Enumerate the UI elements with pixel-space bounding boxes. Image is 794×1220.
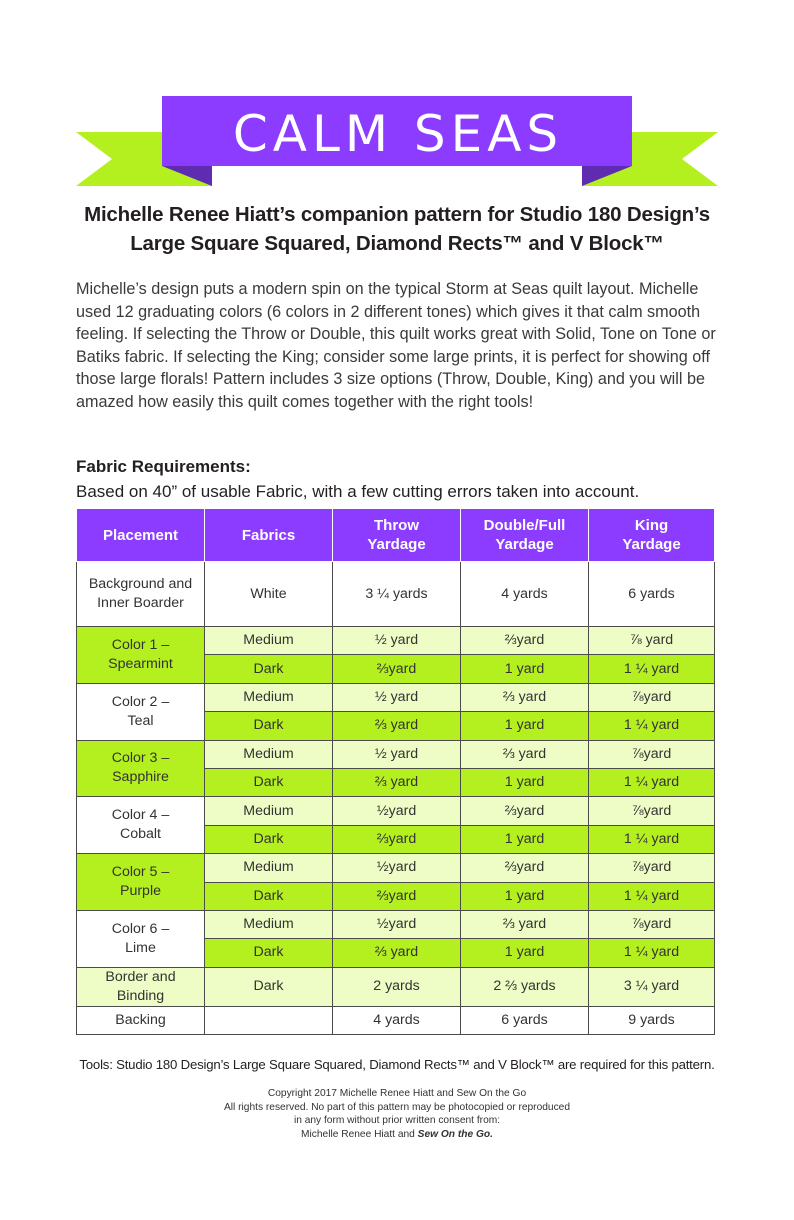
double-cell: 1 yard bbox=[461, 768, 589, 796]
fabric-cell bbox=[205, 1006, 333, 1034]
throw-cell: ½ yard bbox=[333, 683, 461, 711]
king-cell: ⅞yard bbox=[589, 740, 715, 768]
double-cell: ⅔yard bbox=[461, 797, 589, 825]
table-row-border bbox=[77, 967, 715, 1006]
throw-cell: ⅔yard bbox=[333, 825, 461, 853]
placement-line-1: Color 1 – bbox=[111, 636, 170, 653]
placement-cell: Backing bbox=[77, 1006, 205, 1034]
double-cell: 1 yard bbox=[461, 882, 589, 910]
header-placement: Placement bbox=[77, 509, 205, 562]
fabric-cell: Medium bbox=[205, 797, 333, 825]
throw-cell: ⅔yard bbox=[333, 882, 461, 910]
copyright-line-4 bbox=[140, 1128, 654, 1142]
table-row-color-5-medium bbox=[77, 854, 715, 882]
table-row-background bbox=[77, 562, 715, 627]
placement-cell bbox=[77, 562, 205, 627]
copyright-author: Michelle Renee Hiatt and bbox=[301, 1128, 418, 1140]
placement-line-1: Color 6 – bbox=[111, 920, 170, 937]
intro-paragraph: Michelle’s design puts a modern spin on the typical Storm at Seas quilt layout. Michelle used 12 graduating colors (6 colors in 2 different tones) which gives it that calm smooth feeling. If selecting the Throw or Double, this quilt works great with Solid, Tone on Tone or Batiks fabric. If selecting the King; consider some large prints, it is perfect for showing off those large florals! Pattern includes 3 size options (Throw, Double, King) and you will be amazed how easily this quilt comes together with the right tools! bbox=[76, 280, 716, 411]
copyright-line-1: Copyright 2017 Michelle Renee Hiatt and Sew On the Go bbox=[267, 1088, 527, 1099]
header-double-line-1: Double/Full bbox=[483, 517, 566, 534]
double-cell: 1 yard bbox=[461, 712, 589, 740]
placement-line-2: Inner Boarder bbox=[97, 595, 184, 611]
double-cell: ⅔ yard bbox=[461, 740, 589, 768]
fabric-cell: Dark bbox=[205, 939, 333, 967]
fabric-cell: Dark bbox=[205, 712, 333, 740]
table-row-color-1-medium bbox=[77, 627, 715, 655]
placement-line-2: Spearmint bbox=[108, 655, 173, 672]
header-double-yardage bbox=[461, 509, 589, 562]
fabric-cell: Medium bbox=[205, 910, 333, 938]
fabric-cell: Dark bbox=[205, 882, 333, 910]
throw-cell: ½yard bbox=[333, 854, 461, 882]
table-row-color-4-medium bbox=[77, 797, 715, 825]
king-cell: 1 ¼ yard bbox=[589, 882, 715, 910]
table-header-row bbox=[77, 509, 715, 562]
king-cell: 1 ¼ yard bbox=[589, 825, 715, 853]
throw-cell: ½ yard bbox=[333, 627, 461, 655]
copyright-brand: Sew On the Go. bbox=[417, 1128, 493, 1140]
table-row-color-3-medium bbox=[77, 740, 715, 768]
subtitle-line-1: Michelle Renee Hiatt’s companion pattern for Studio 180 Design’s bbox=[84, 203, 710, 226]
header-throw-line-1: Throw bbox=[374, 517, 419, 534]
placement-line-2: Lime bbox=[125, 939, 156, 956]
header-throw-line-2: Yardage bbox=[367, 536, 426, 553]
throw-cell: 3 ¼ yards bbox=[333, 562, 461, 627]
placement-cell bbox=[77, 683, 205, 740]
copyright-line-3: in any form without prior written consent from: bbox=[293, 1115, 501, 1127]
placement-cell bbox=[77, 740, 205, 797]
placement-line-2: Teal bbox=[127, 712, 154, 729]
throw-cell: ⅔yard bbox=[333, 655, 461, 683]
king-cell: 1 ¼ yard bbox=[589, 768, 715, 796]
placement-line-1: Color 2 – bbox=[111, 693, 170, 710]
king-cell: ⅞yard bbox=[589, 683, 715, 711]
double-cell: ⅔yard bbox=[461, 627, 589, 655]
placement-line-2: Cobalt bbox=[119, 826, 161, 843]
copyright-notice bbox=[140, 1087, 654, 1141]
king-cell: ⅞ yard bbox=[589, 627, 715, 655]
placement-line-1: Color 3 – bbox=[111, 750, 170, 767]
throw-cell: ⅔ yard bbox=[333, 768, 461, 796]
double-cell: 4 yards bbox=[461, 562, 589, 627]
throw-cell: ½yard bbox=[333, 797, 461, 825]
fabric-cell: White bbox=[205, 562, 333, 627]
placement-cell bbox=[77, 797, 205, 854]
double-cell: 2 ⅔ yards bbox=[461, 967, 589, 1006]
king-cell: ⅞yard bbox=[589, 854, 715, 882]
placement-line-1: Color 4 – bbox=[111, 807, 170, 824]
placement-line-2: Purple bbox=[119, 883, 161, 900]
fabric-cell: Medium bbox=[205, 683, 333, 711]
double-cell: 1 yard bbox=[461, 655, 589, 683]
fabric-cell: Dark bbox=[205, 655, 333, 683]
placement-cell bbox=[77, 854, 205, 911]
placement-line-1: Color 5 – bbox=[111, 864, 170, 881]
tools-note: Tools: Studio 180 Design’s Large Square Squared, Diamond Rects™ and V Block™ are required for this pattern. bbox=[79, 1057, 715, 1072]
placement-line-2: Sapphire bbox=[112, 769, 169, 786]
header-throw-yardage bbox=[333, 509, 461, 562]
placement-cell bbox=[77, 967, 205, 1006]
king-cell: ⅞yard bbox=[589, 797, 715, 825]
double-cell: 1 yard bbox=[461, 939, 589, 967]
header-fabrics: Fabrics bbox=[205, 509, 333, 562]
subtitle-line-2: Large Square Squared, Diamond Rects™ and V Block™ bbox=[130, 232, 664, 255]
table-row-backing bbox=[77, 1006, 715, 1034]
king-cell: 1 ¼ yard bbox=[589, 712, 715, 740]
placement-line-1: Background and bbox=[88, 576, 193, 592]
fabric-cell: Dark bbox=[205, 825, 333, 853]
double-cell: 6 yards bbox=[461, 1006, 589, 1034]
table-row-color-2-medium bbox=[77, 683, 715, 711]
double-cell: ⅔ yard bbox=[461, 910, 589, 938]
fabric-cell: Medium bbox=[205, 740, 333, 768]
fabric-requirements-table bbox=[76, 508, 715, 1035]
throw-cell: ⅔ yard bbox=[333, 712, 461, 740]
king-cell: 9 yards bbox=[589, 1006, 715, 1034]
fabric-requirements-heading: Fabric Requirements: bbox=[76, 457, 251, 476]
placement-line-1: Border and bbox=[105, 968, 176, 985]
throw-cell: 2 yards bbox=[333, 967, 461, 1006]
king-cell: 3 ¼ yard bbox=[589, 967, 715, 1006]
copyright-line-2: All rights reserved. No part of this pattern may be photocopied or reproduced bbox=[224, 1101, 570, 1113]
banner-title: CALM SEAS bbox=[232, 105, 564, 163]
king-cell: ⅞yard bbox=[589, 910, 715, 938]
fabric-cell: Dark bbox=[205, 967, 333, 1006]
king-cell: 1 ¼ yard bbox=[589, 655, 715, 683]
header-double-line-2: Yardage bbox=[495, 536, 554, 553]
pattern-subtitle bbox=[40, 200, 754, 258]
header-king-line-1: King bbox=[634, 517, 669, 534]
double-cell: ⅔yard bbox=[461, 854, 589, 882]
fabric-cell: Medium bbox=[205, 627, 333, 655]
king-cell: 1 ¼ yard bbox=[589, 939, 715, 967]
placement-line-2: Binding bbox=[116, 987, 165, 1004]
header-king-yardage bbox=[589, 509, 715, 562]
throw-cell: ½yard bbox=[333, 910, 461, 938]
throw-cell: ⅔ yard bbox=[333, 939, 461, 967]
title-banner bbox=[0, 0, 794, 200]
placement-cell bbox=[77, 627, 205, 684]
table-row-color-6-medium bbox=[77, 910, 715, 938]
double-cell: 1 yard bbox=[461, 825, 589, 853]
fabric-cell: Dark bbox=[205, 768, 333, 796]
header-king-line-2: Yardage bbox=[622, 536, 681, 553]
placement-cell bbox=[77, 910, 205, 967]
king-cell: 6 yards bbox=[589, 562, 715, 627]
throw-cell: 4 yards bbox=[333, 1006, 461, 1034]
fabric-cell: Medium bbox=[205, 854, 333, 882]
throw-cell: ½ yard bbox=[333, 740, 461, 768]
double-cell: ⅔ yard bbox=[461, 683, 589, 711]
fabric-requirements-note: Based on 40” of usable Fabric, with a few cutting errors taken into account. bbox=[76, 482, 640, 501]
banner-ribbon-graphic bbox=[0, 0, 794, 200]
